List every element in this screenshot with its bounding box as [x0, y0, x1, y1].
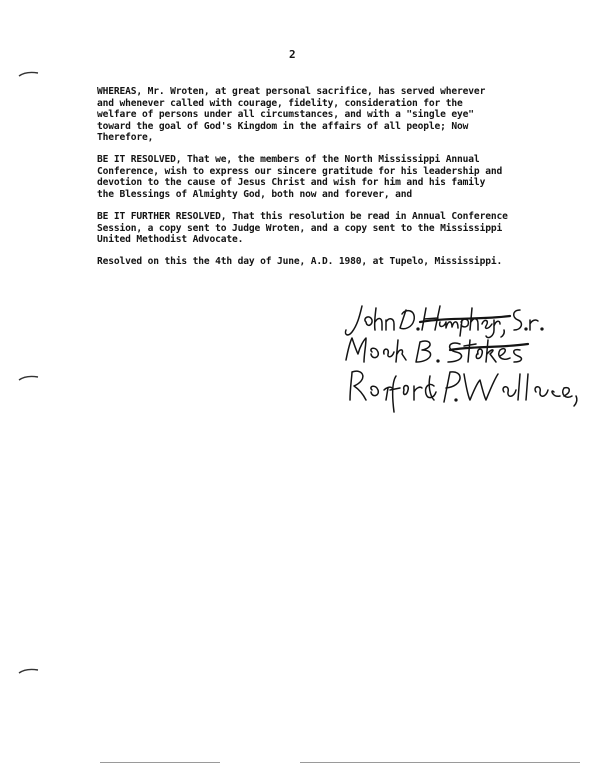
resolved-paragraph: BE IT RESOLVED, That we, the members of the North Mississippi Annual Conference, wish to express our sincere gratitude for his leadership and devotion to the cause of Jesus Christ and wish for him and his family the Blessings of Almighty God, both now and forever, and	[97, 154, 503, 200]
scan-line	[100, 762, 220, 763]
signatures	[340, 300, 580, 415]
signature-stokes	[346, 338, 528, 362]
resolution-date-paragraph: Resolved on this the 4th day of June, A.D. 1980, at Tupelo, Mississippi.	[97, 256, 503, 267]
page-number: 2	[289, 48, 296, 61]
punch-hole-mark-bottom	[18, 667, 40, 675]
punch-hole-mark-middle	[18, 374, 40, 382]
scan-line	[300, 762, 580, 763]
punch-hole-mark-top	[18, 70, 40, 78]
whereas-paragraph: WHEREAS, Mr. Wroten, at great personal sacrifice, has served wherever and whenever called with courage, fidelity, consideration for the welfare of persons under all circumstances, and with a "single eye" toward the goal of God's Kingdom in the affairs of all people; Now Therefore,	[97, 86, 486, 144]
signature-wallace	[350, 371, 577, 412]
signature-humphrey	[345, 306, 542, 338]
further-resolved-paragraph: BE IT FURTHER RESOLVED, That this resolution be read in Annual Conference Session, a copy sent to Judge Wroten, and a copy sent to the Mississippi United Methodist Advocate.	[97, 211, 508, 246]
